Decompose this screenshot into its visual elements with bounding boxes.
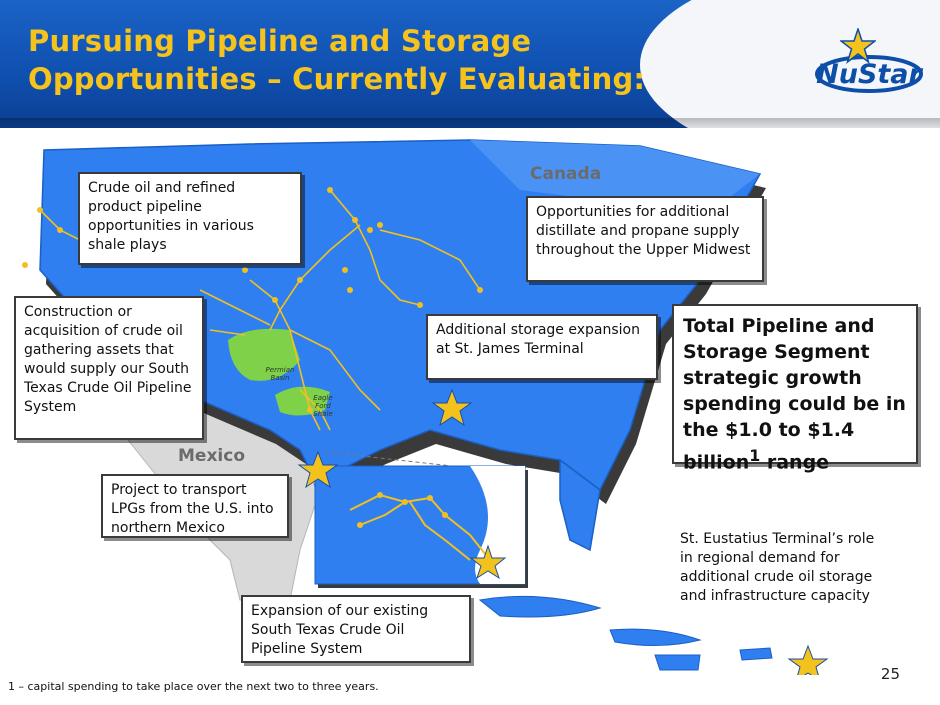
- callout-south-texas: Expansion of our existing South Texas Crude Oil Pipeline System: [241, 595, 471, 663]
- callout-upper-midwest: Opportunities for additional distillate and propane supply throughout the Upper Midwest: [526, 196, 764, 282]
- header-shadow: [0, 118, 940, 128]
- slide-title-line-2: Opportunities – Currently Evaluating:: [28, 62, 646, 96]
- summary-tail: range: [760, 451, 830, 474]
- callout-st-james: Additional storage expansion at St. James Terminal: [426, 314, 658, 380]
- permian-basin-label: Permian Basin: [265, 366, 295, 382]
- summary-superscript: 1: [749, 446, 761, 465]
- callout-gathering-assets: Construction or acquisition of crude oil gathering assets that would supply our South Texas Crude Oil Pipeline System: [14, 296, 204, 440]
- eagle-ford-label: Eagle Ford Shale: [313, 394, 333, 418]
- slide-title: [28, 22, 645, 98]
- nustar-logo: [810, 28, 928, 100]
- south-texas-inset-map: [315, 466, 528, 588]
- header-band: [0, 0, 940, 128]
- logo-text: NuStar: [816, 59, 922, 90]
- page-number: 25: [880, 665, 900, 683]
- summary-spending-box: [672, 304, 918, 474]
- canada-label: Canada: [530, 164, 602, 184]
- callout-shale-plays: Crude oil and refined product pipeline opportunities in various shale plays: [78, 172, 302, 265]
- slide-title-line-1: Pursuing Pipeline and Storage: [28, 24, 532, 58]
- st-eustatius-star-icon: [789, 646, 827, 675]
- callout-st-eustatius: St. Eustatius Terminal’s role in regional demand for additional crude oil storage and infrastructure capacity: [672, 525, 896, 629]
- callout-lpg-mexico: Project to transport LPGs from the U.S. into northern Mexico: [101, 474, 289, 538]
- mexico-label: Mexico: [178, 446, 245, 466]
- footnote: 1 – capital spending to take place over the next two to three years.: [8, 680, 379, 693]
- summary-text: Total Pipeline and Storage Segment strategic growth spending could be in the $1.0 to $1.4 billion: [683, 315, 906, 474]
